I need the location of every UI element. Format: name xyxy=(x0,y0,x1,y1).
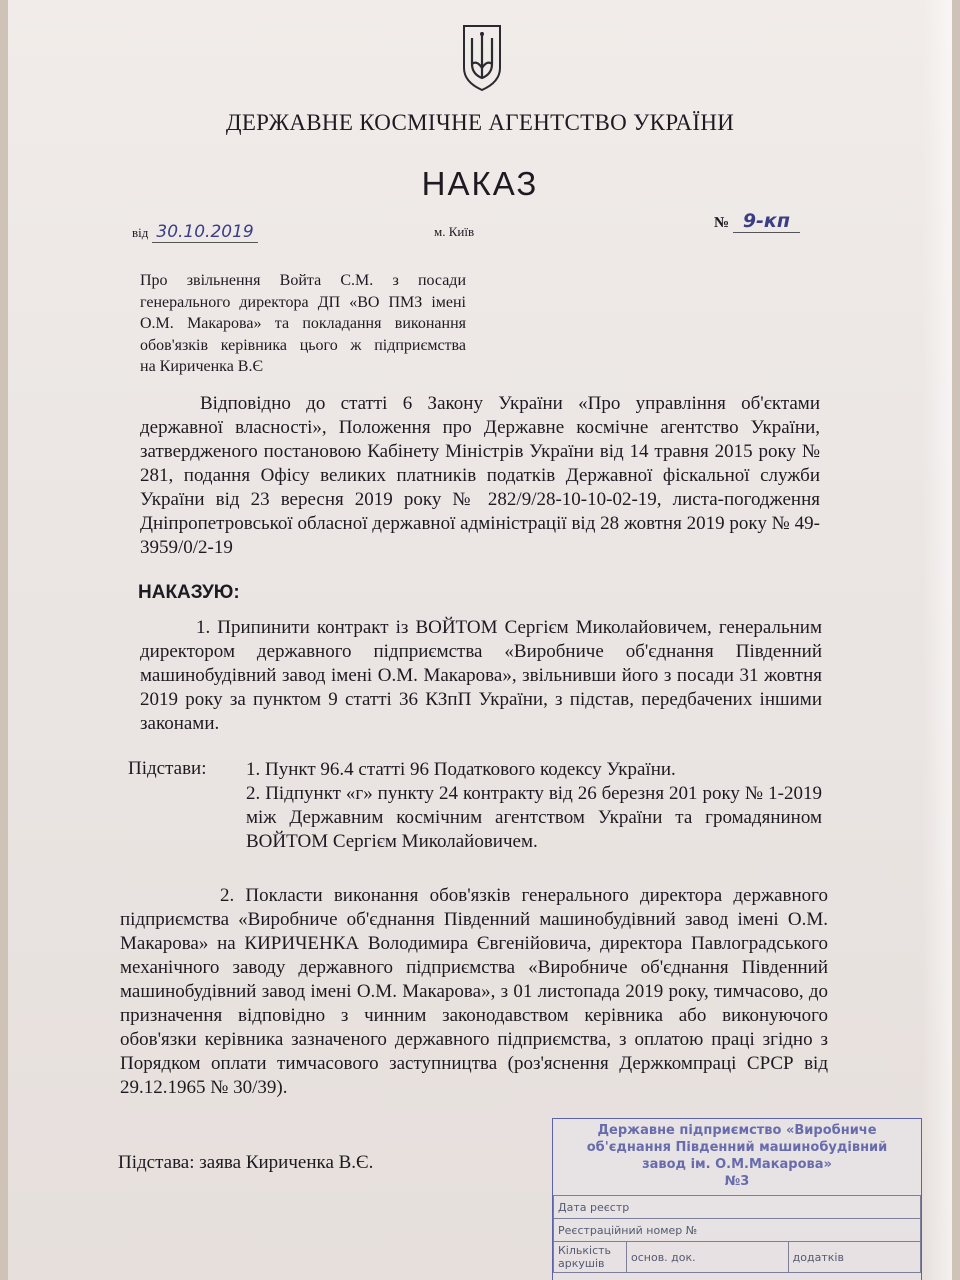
stamp-line: об'єднання Південний машинобудівний xyxy=(586,1140,888,1155)
order-item-1: 1. Припинити контракт із ВОЙТОМ Сергієм Миколайовичем, генеральним директором державного підприємства «Виробниче об'єднання Південний машинобудівний завод імені О.М. Макарова», звільнивши його з посади 31 жовтня 2019 року за пунктом 9 статті 36 КЗпП України, з підстав, передбачених іншими законами. xyxy=(140,617,822,734)
order-item-2: 2. Покласти виконання обов'язків генерального директора державного підприємства «Виробниче об'єднання Південний машинобудівний завод імені О.М. Макарова» на КИРИЧЕНКА Володимира Євгенійовича, директора Павлоградського механічного заводу державного підприємства «Виробниче об'єднання Південний машинобудівний завод імені О.М. Макарова», з 01 листопада 2019 року, тимчасово, до призначення відповідно з чинним законодавством керівника або виконуючого обов'язки керівника зазначеного державного підприємства, з оплатою праці згідно з Порядком оплати тимчасового заступництва (роз'яснення Держкомпраці СРСР від 29.12.1965 № 30/39). xyxy=(120,885,828,1098)
grounds-item: 2. Підпункт «г» пункту 24 контракту від 26 березня 201 року № 1-2019 між Державним космічним агентством України та громадянином ВОЙТОМ Сергієм Миколайовичем. xyxy=(246,783,822,852)
stamp-row xyxy=(554,1242,921,1273)
date-line xyxy=(132,222,258,243)
stamp-cell: Реєстраційний номер № xyxy=(554,1219,921,1242)
subject-line: генерального директора ДП «ВО ПМЗ імені xyxy=(140,293,466,311)
stamp-cell: Дата реєстр xyxy=(554,1196,921,1219)
document-page xyxy=(8,0,952,1280)
subject-line: обов'язків керівника цього ж підприємства xyxy=(140,336,466,354)
number-prefix: № xyxy=(714,215,730,231)
order-number: 9-кп xyxy=(733,210,800,233)
stamp-cell: основ. док. xyxy=(627,1242,789,1273)
number-line xyxy=(714,210,800,233)
subject-line: О.М. Макарова» та покладання виконання xyxy=(140,315,466,332)
stamp-row xyxy=(554,1196,921,1219)
city-label: м. Київ xyxy=(434,224,475,239)
grounds-item: 1. Пункт 96.4 статті 96 Податкового кодексу України. xyxy=(246,759,676,780)
stamp-row xyxy=(554,1219,921,1242)
document-type-title: НАКАЗ xyxy=(421,165,539,202)
basis-line: Підстава: заява Кириченка В.Є. xyxy=(118,1152,374,1173)
stamp-line: завод ім. О.М.Макарова» xyxy=(642,1157,832,1172)
grounds-list xyxy=(246,758,822,854)
registration-stamp xyxy=(552,1118,922,1280)
stamp-line: №3 xyxy=(724,1174,750,1189)
order-heading: НАКАЗУЮ: xyxy=(138,582,240,603)
stamp-header xyxy=(553,1119,921,1190)
subject-line: на Кириченка В.Є xyxy=(140,358,264,375)
stamp-line: Державне підприємство «Виробниче xyxy=(597,1123,877,1138)
subject-line: Про звільнення Войта С.М. з посади xyxy=(140,272,466,289)
order-date: 30.10.2019 xyxy=(152,222,257,243)
stamp-cell: Кількість аркушів xyxy=(554,1242,627,1273)
stamp-table xyxy=(553,1195,921,1273)
subject-block xyxy=(140,270,466,378)
agency-title: ДЕРЖАВНЕ КОСМІЧНЕ АГЕНТСТВО УКРАЇНИ xyxy=(225,110,735,135)
stamp-cell: додатків xyxy=(788,1242,920,1273)
trident-coat-of-arms-icon xyxy=(460,24,504,92)
grounds-label: Підстави: xyxy=(128,758,207,779)
preamble-paragraph: Відповідно до статті 6 Закону України «Про управління об'єктами державної власності», Положення про Державне космічне агентство України, затвердженого постановою Кабінету Міністрів України від 14 травня 2015 року № 281, подання Офісу великих платників податків Державної фіскальної служби України від 23 вересня 2019 року № 282/9/28-10-10-02-19, листа-погодження Дніпропетровської обласної державної адміністрації від 28 жовтня 2019 року № 49-3959/0/2-19 xyxy=(140,393,820,558)
date-prefix: від xyxy=(132,225,149,240)
